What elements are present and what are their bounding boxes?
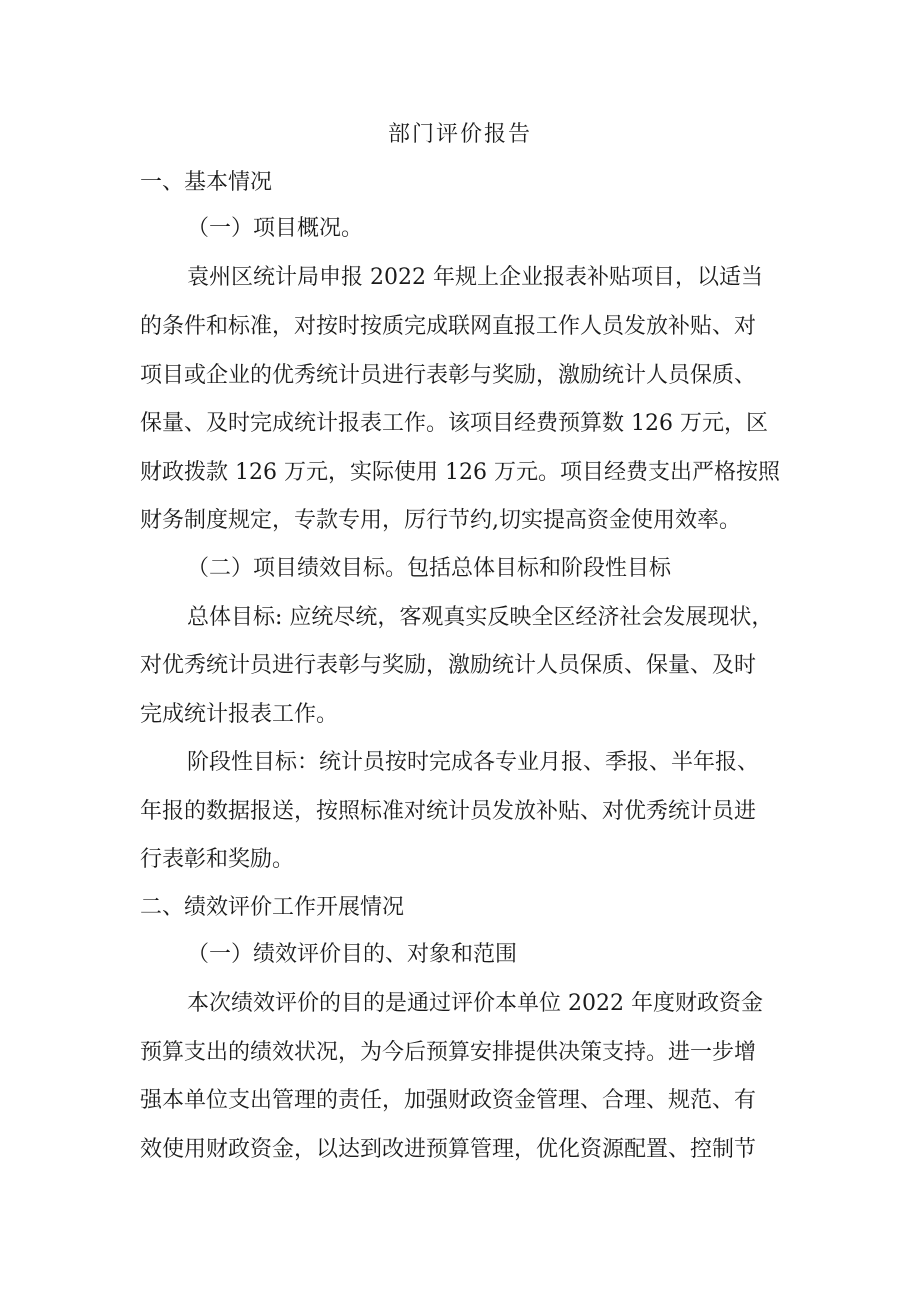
paragraph-line: 年报的数据报送，按照标准对统计员发放补贴、对优秀统计员进	[140, 799, 757, 824]
paragraph-line: 阶段性目标：统计员按时完成各专业月报、季报、半年报、	[187, 750, 760, 775]
subsection-heading-2-1: （一）绩效评价目的、对象和范围	[187, 942, 518, 967]
subsection-heading-1-1: （一）项目概况。	[187, 216, 364, 241]
paragraph-line: 财政拨款 126 万元，实际使用 126 万元。项目经费支出严格按照	[140, 460, 780, 485]
paragraph-line: 总体目标: 应统尽统，客观真实反映全区经济社会发展现状，	[187, 605, 774, 630]
paragraph-line: 对优秀统计员进行表彰与奖励，激励统计人员保质、保量、及时	[140, 653, 757, 678]
paragraph-line: 保量、及时完成统计报表工作。该项目经费预算数 126 万元，区	[140, 411, 768, 436]
paragraph-line: 项目或企业的优秀统计员进行表彰与奖励，激励统计人员保质、	[140, 363, 757, 388]
paragraph-line: 行表彰和奖励。	[140, 847, 295, 872]
section-heading-2: 二、绩效评价工作开展情况	[140, 895, 405, 920]
paragraph-line: 预算支出的绩效状况，为今后预算安排提供决策支持。进一步增	[140, 1040, 757, 1065]
paragraph-line: 效使用财政资金，以达到改进预算管理，优化资源配置、控制节	[140, 1137, 757, 1162]
paragraph-line: 财务制度规定，专款专用，厉行节约,切实提高资金使用效率。	[140, 508, 741, 533]
paragraph-line: 的条件和标准，对按时按质完成联网直报工作人员发放补贴、对	[140, 314, 757, 339]
subsection-heading-1-2: （二）项目绩效目标。包括总体目标和阶段性目标	[187, 556, 672, 581]
paragraph-line: 完成统计报表工作。	[140, 702, 339, 727]
document-title: 部门评价报告	[387, 122, 532, 147]
paragraph-line: 袁州区统计局申报 2022 年规上企业报表补贴项目，以适当	[187, 265, 763, 290]
section-heading-1: 一、基本情况	[140, 170, 273, 195]
paragraph-line: 强本单位支出管理的责任，加强财政资金管理、合理、规范、有	[140, 1088, 757, 1113]
paragraph-line: 本次绩效评价的目的是通过评价本单位 2022 年度财政资金	[187, 991, 763, 1016]
